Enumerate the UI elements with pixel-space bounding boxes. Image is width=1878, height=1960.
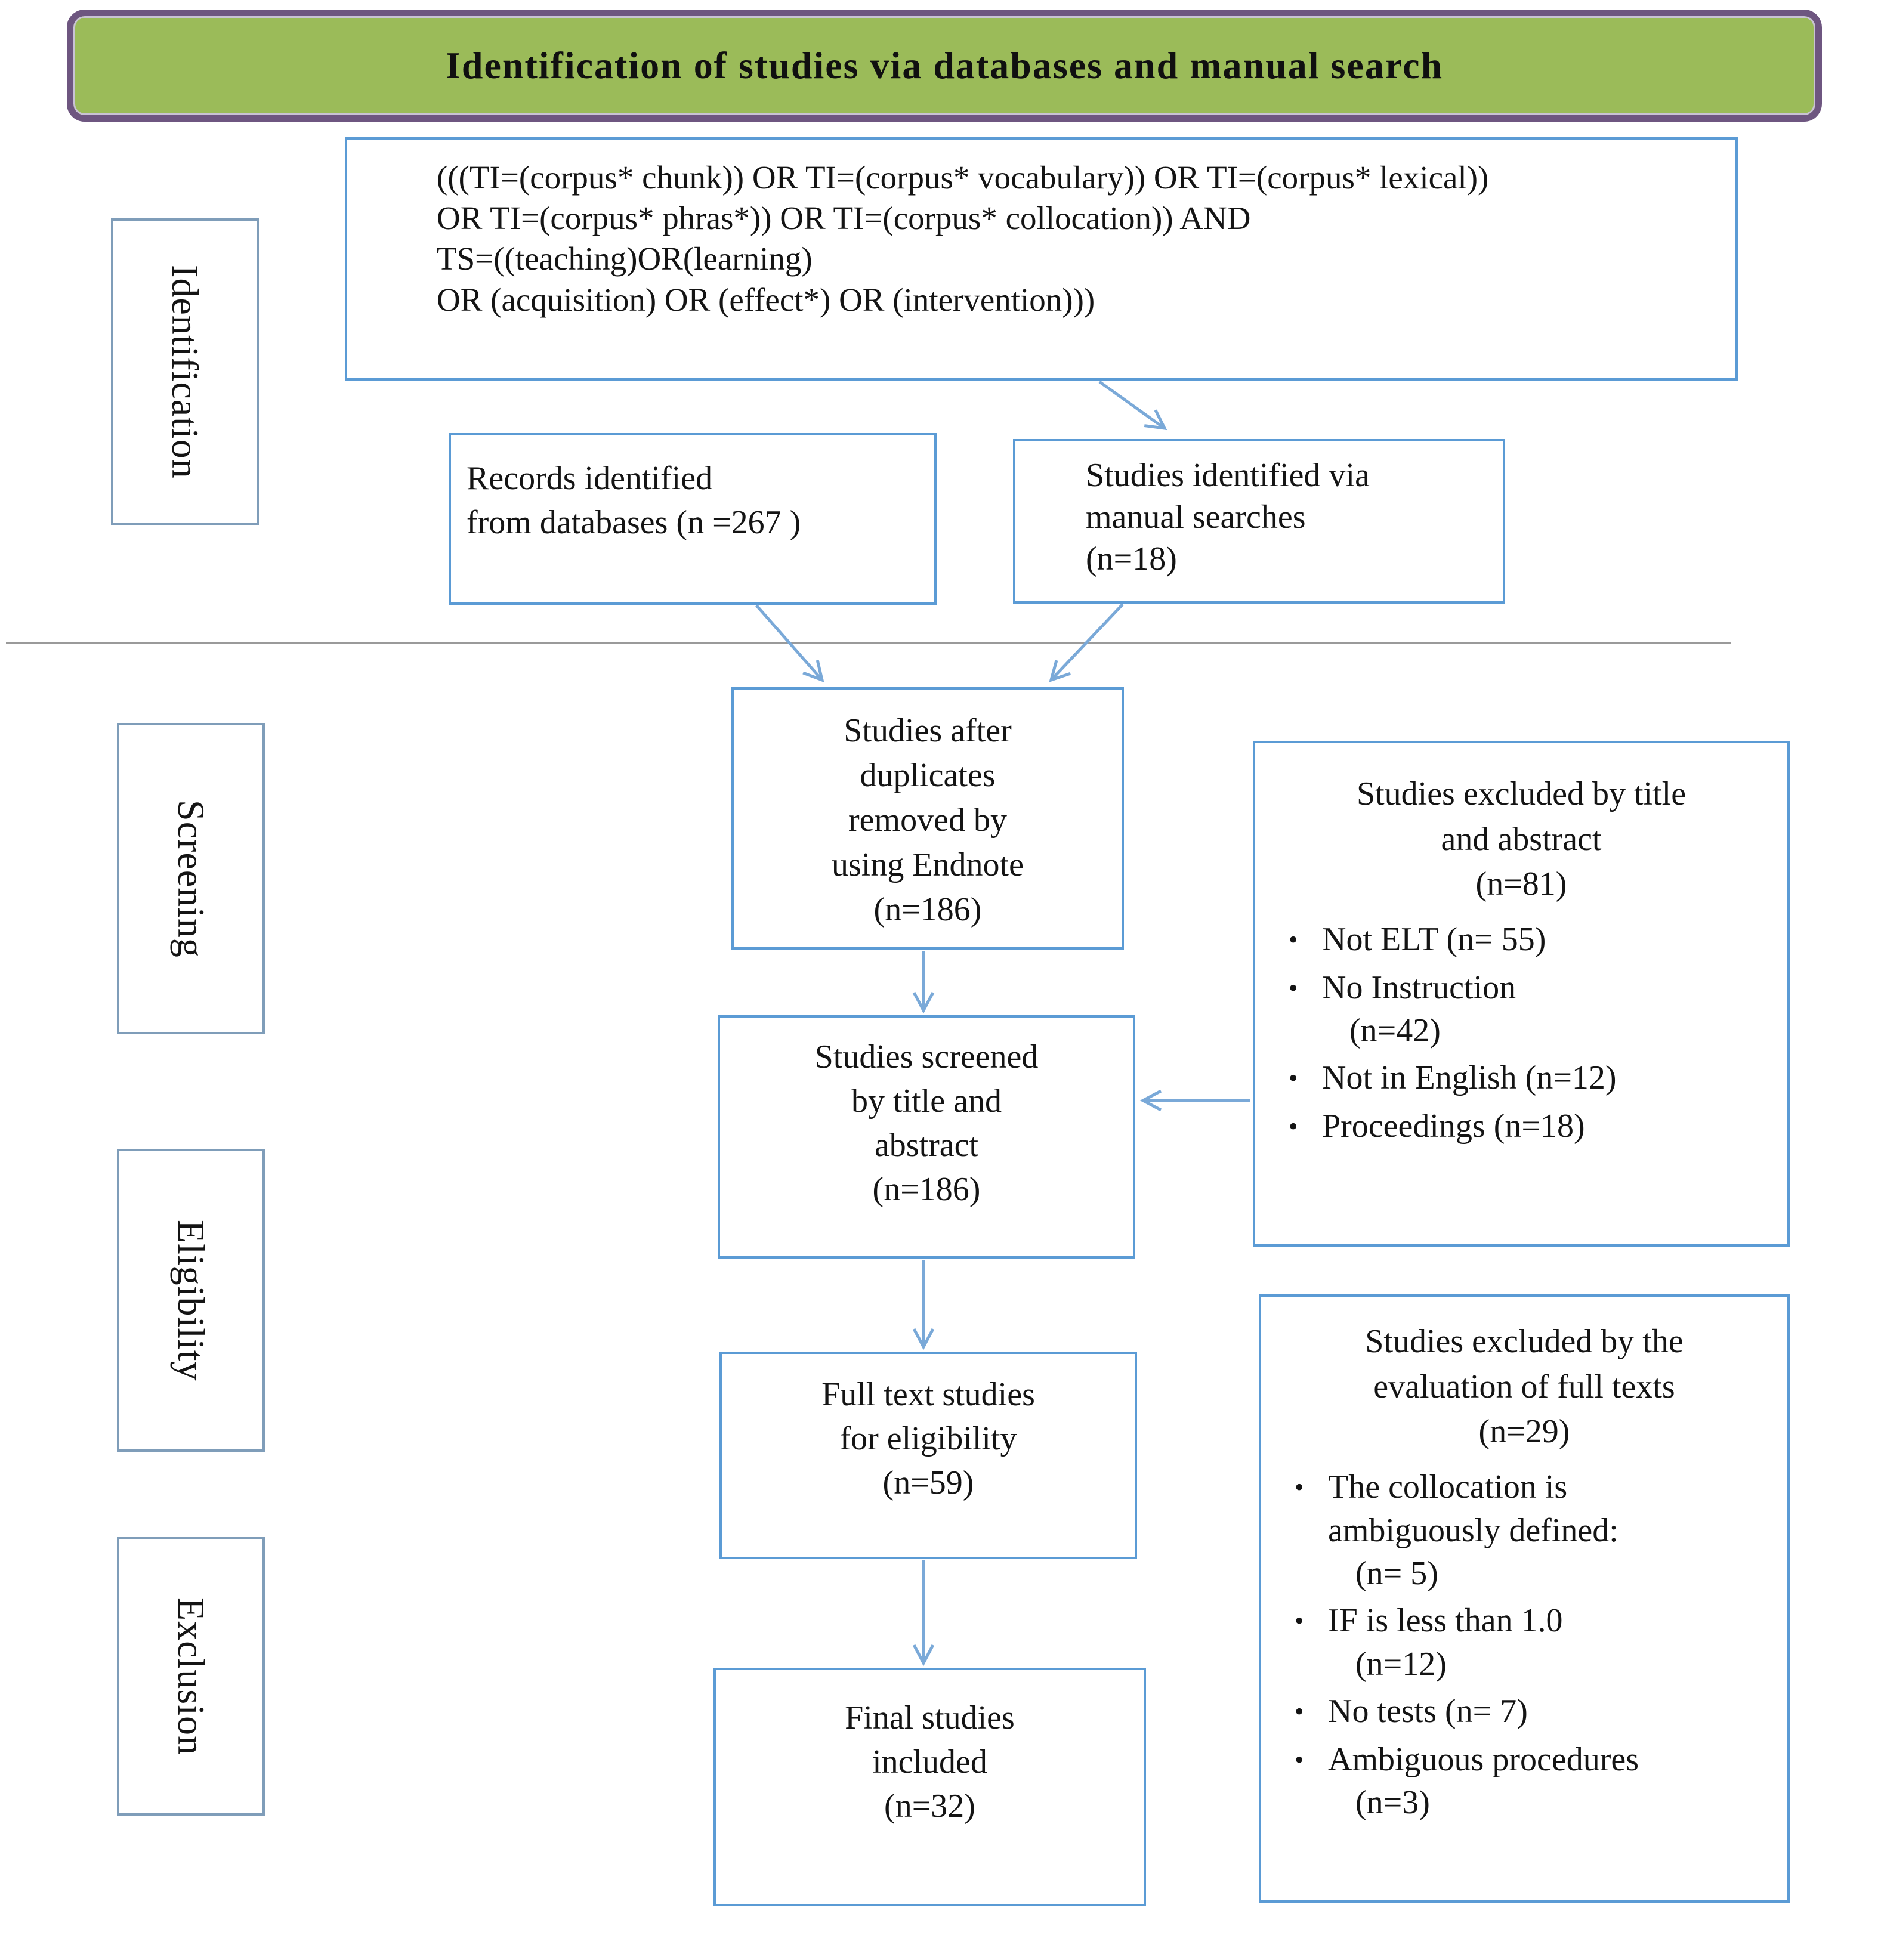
bullet-icon: •: [1295, 1472, 1304, 1502]
exclusion-reason: [1295, 1466, 1775, 1596]
exclusion-reason: [1295, 1690, 1775, 1735]
records-identified-box: [449, 433, 937, 605]
query-line: (((TI=(corpus* chunk)) OR TI=(corpus* vocabulary)) OR TI=(corpus* lexical)): [437, 159, 1489, 196]
query-line: OR (acquisition) OR (effect*) OR (intervention))): [437, 281, 1095, 318]
text-line: using Endnote: [832, 846, 1024, 884]
text-line: duplicates: [860, 757, 996, 794]
exclusion-reason: [1295, 1599, 1775, 1686]
title-banner: [67, 10, 1822, 122]
stage-label-eligibility: [117, 1149, 265, 1452]
stage-label-text: Eligibility: [170, 1219, 212, 1381]
text-line: (n=29): [1478, 1413, 1570, 1451]
bullet-icon: •: [1289, 1111, 1298, 1141]
text-line: Ambiguous procedures: [1328, 1740, 1639, 1778]
excluded-by-title-box: [1253, 741, 1790, 1247]
arrow-query-to-manual: [1099, 382, 1165, 428]
query-line: OR TI=(corpus* phras*)) OR TI=(corpus* collocation)) AND: [437, 200, 1251, 237]
exclusion-reason: [1289, 966, 1775, 1053]
stage-label-identification: [111, 218, 259, 525]
section-divider: [6, 642, 1731, 644]
screened-box: [718, 1015, 1135, 1259]
stage-label-text: Identification: [164, 265, 206, 479]
excluded-by-fulltext-box: [1259, 1294, 1790, 1903]
text-line: (n=59): [882, 1464, 974, 1501]
page-title: Identification of studies via databases and manual search: [445, 44, 1444, 86]
text-line: Studies identified via: [1086, 457, 1370, 494]
text-line: (n= 5): [1355, 1555, 1438, 1593]
bullet-icon: •: [1295, 1696, 1304, 1726]
fulltext-eligibility-box: [719, 1352, 1137, 1559]
bullet-icon: •: [1289, 925, 1298, 954]
text-line: Studies excluded by title: [1356, 775, 1687, 812]
text-line: Studies after: [844, 712, 1012, 749]
text-line: (n=18): [1086, 540, 1177, 577]
text-line: Studies excluded by the: [1365, 1323, 1684, 1360]
text-line: (n=3): [1355, 1784, 1430, 1822]
text-line: Proceedings (n=18): [1322, 1107, 1585, 1145]
text-line: removed by: [848, 802, 1007, 839]
text-line: Final studies: [845, 1699, 1015, 1736]
bullet-icon: •: [1295, 1745, 1304, 1774]
text-line: (n=32): [884, 1787, 975, 1825]
final-included-box: [713, 1668, 1146, 1906]
text-line: IF is less than 1.0: [1328, 1602, 1563, 1640]
text-line: (n=12): [1355, 1645, 1447, 1683]
search-query-box: [345, 137, 1738, 381]
text-line: from databases (n =267 ): [467, 503, 801, 541]
text-line: No tests (n= 7): [1328, 1692, 1528, 1730]
text-line: and abstract: [1441, 820, 1602, 858]
query-line: TS=((teaching)OR(learning): [437, 240, 813, 277]
text-line: The collocation is: [1328, 1468, 1568, 1505]
text-line: (n=81): [1475, 865, 1567, 903]
stage-label-text: Exclusion: [170, 1597, 212, 1755]
duplicates-removed-box: [731, 687, 1124, 950]
stage-label-exclusion: [117, 1537, 265, 1816]
text-line: (n=186): [873, 891, 982, 929]
manual-searches-box: [1013, 439, 1505, 604]
exclusion-reason: [1289, 918, 1775, 963]
text-line: evaluation of full texts: [1373, 1368, 1675, 1405]
text-line: ambiguously defined:: [1328, 1511, 1618, 1549]
stage-label-text: Screening: [170, 799, 212, 958]
exclusion-reason: [1289, 1056, 1775, 1101]
text-line: by title and: [851, 1082, 1002, 1120]
text-line: Studies screened: [814, 1038, 1039, 1075]
text-line: Not in English (n=12): [1322, 1059, 1617, 1097]
text-line: for eligibility: [839, 1420, 1017, 1457]
bullet-icon: •: [1289, 1064, 1298, 1093]
bullet-icon: •: [1289, 973, 1298, 1003]
text-line: Full text studies: [821, 1376, 1035, 1413]
text-line: Records identified: [467, 460, 713, 497]
text-line: abstract: [874, 1126, 979, 1164]
bullet-icon: •: [1295, 1606, 1304, 1636]
text-line: Not ELT (n= 55): [1322, 920, 1546, 958]
exclusion-reason: [1289, 1105, 1775, 1149]
stage-label-screening: [117, 723, 265, 1034]
exclusion-reason: [1295, 1738, 1775, 1825]
text-line: No Instruction: [1322, 969, 1516, 1006]
text-line: manual searches: [1086, 499, 1306, 536]
text-line: (n=42): [1349, 1012, 1441, 1050]
text-line: included: [872, 1743, 987, 1780]
text-line: (n=186): [872, 1170, 981, 1208]
